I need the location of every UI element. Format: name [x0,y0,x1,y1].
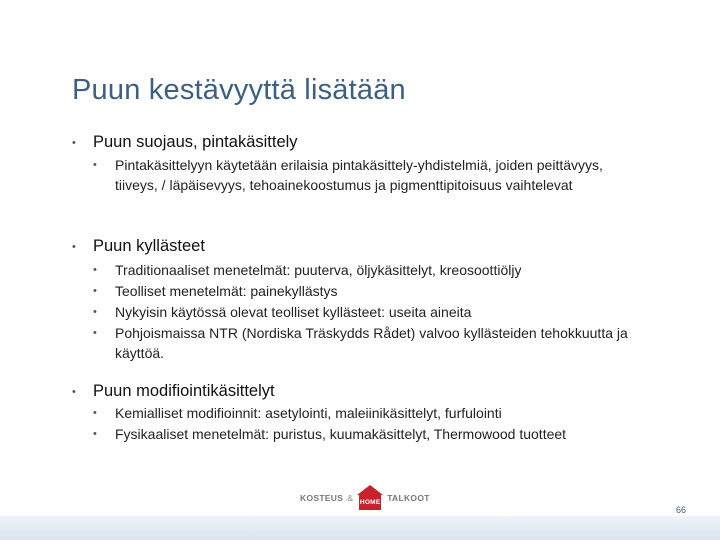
list-item [93,302,633,322]
list-item-text: Pintakäsittelyyn käytetään erilaisia pintakäsittely-yhdistelmiä, joiden peittävyys, tiiveys, / läpäisevyys, tehoainekoostumus ja pigmenttipitoisuus vaihtelevat [115,157,603,193]
list-item [93,323,633,363]
logo-house-word: HOME [359,495,381,510]
slide-title: Puun kestävyyttä lisätään [72,74,406,106]
bullet-icon: • [93,327,97,339]
bullet-icon: • [72,386,76,398]
bullet-icon: • [93,407,97,419]
list-item [93,260,633,280]
list-item [93,424,633,444]
page-number: 66 [676,505,687,515]
list-item [93,403,633,423]
list-item [93,155,633,195]
section-heading-text: Puun suojaus, pintakäsittely [93,133,298,151]
list-item-text: Fysikaaliset menetelmät: puristus, kuumakäsittelyt, Thermowood tuotteet [115,426,567,442]
bullet-icon: • [93,159,97,171]
bullet-icon: • [93,306,97,318]
list-item-text: Pohjoismaissa NTR (Nordiska Träskydds Rådet) valvoo kyllästeiden tehokkuutta ja käyttöä. [115,325,628,361]
bullet-icon: • [93,428,97,440]
bullet-icon: • [72,241,76,253]
logo-ampersand: & [347,493,354,503]
house-roof [357,485,383,495]
house-icon [357,485,383,511]
section-heading-text: Puun kyllästeet [93,237,205,255]
list-item-text: Teolliset menetelmät: painekyllästys [115,283,338,299]
bullet-icon: • [93,264,97,276]
bullet-icon: • [93,285,97,297]
bullet-icon: • [72,137,76,149]
list-item [93,281,633,301]
list-item-text: Kemialliset modifioinnit: asetylointi, maleiinikäsittelyt, furfulointi [115,405,502,421]
list-item-text: Nykyisin käytössä olevat teolliset kyllästeet: useita aineita [115,304,472,320]
logo-left-word: KOSTEUS [300,493,344,503]
kosteus-home-talkoot-logo [300,484,430,512]
logo-right-word: TALKOOT [387,493,430,503]
footer-band [0,516,720,540]
section-heading-text: Puun modifiointikäsittelyt [93,382,275,400]
list-item-text: Traditionaaliset menetelmät: puuterva, öljykäsittelyt, kreosoottiöljy [115,262,522,278]
